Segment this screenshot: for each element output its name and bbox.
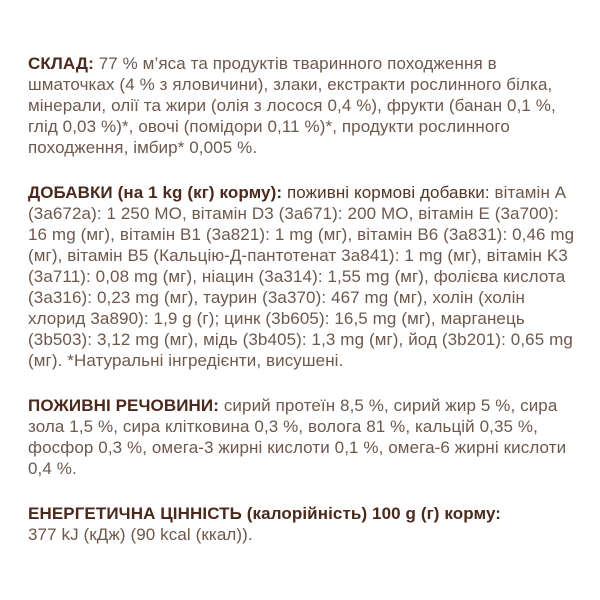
composition-section [28, 53, 576, 158]
nutrients-heading: ПОЖИВНІ РЕЧОВИНИ: [28, 396, 219, 415]
additives-section [28, 182, 576, 371]
additives-subheading: поживні кормові добавки: [286, 183, 490, 202]
additives-text: вітамін A (3a672a): 1 250 МО, вітамін D3 (3a671): 200 МО, вітамін E (3a700): 16 mg (мг), вітамін B1 (3a821): 1 mg (мг), вітамін B6 (3a831): 0,46 mg (мг), вітамін B5 (Кальцію-Д-пантотенат 3a841): 1 mg (мг), вітамін K3 (3a711): 0,08 mg (мг), ніацин (3a314): 1,55 mg (мг), фолієва кислота (3a316): 0,23 mg (мг), таурин (3a370): 467 mg (мг), холін (холін хлорид 3a890): 1,9 g (г); цинк (3b605): 16,5 mg (мг), марганець (3b503): 3,12 mg (мг), мідь (3b405): 1,3 mg (мг), йод (3b201): 0,65 mg (мг). *Натуральні інгредієнти, висушені. [28, 183, 575, 370]
energy-section [28, 503, 576, 545]
energy-text: 377 kJ (кДж) (90 kcal (ккал)). [28, 525, 253, 544]
composition-text: 77 % м’яса та продуктів тваринного походження в шматочках (4 % з яловичини), злаки, екстракти рослинного білка, мінерали, олії та жири (олія з лосося 0,4 %), фрукти (банан 0,1 %, глід 0,03 %)*, овочі (помідори 0,11 %)*, продукти рослинного походження, імбир* 0,005 %. [28, 54, 556, 157]
energy-heading: ЕНЕРГЕТИЧНА ЦІННІСТЬ (калорійність) 100 g (г) корму: [28, 504, 502, 523]
nutrients-section [28, 395, 576, 479]
nutrients-text: сирий протеїн 8,5 %, сирий жир 5 %, сира зола 1,5 %, сира клітковина 0,3 %, волога 81 %, кальцій 0,35 %, фосфор 0,3 %, омега-3 жирні кислоти 0,1 %, омега-6 жирні кислоти 0,4 %. [28, 396, 567, 478]
composition-heading: СКЛАД: [28, 54, 94, 73]
additives-heading: ДОБАВКИ (на 1 kg (кг) корму): [28, 183, 283, 202]
